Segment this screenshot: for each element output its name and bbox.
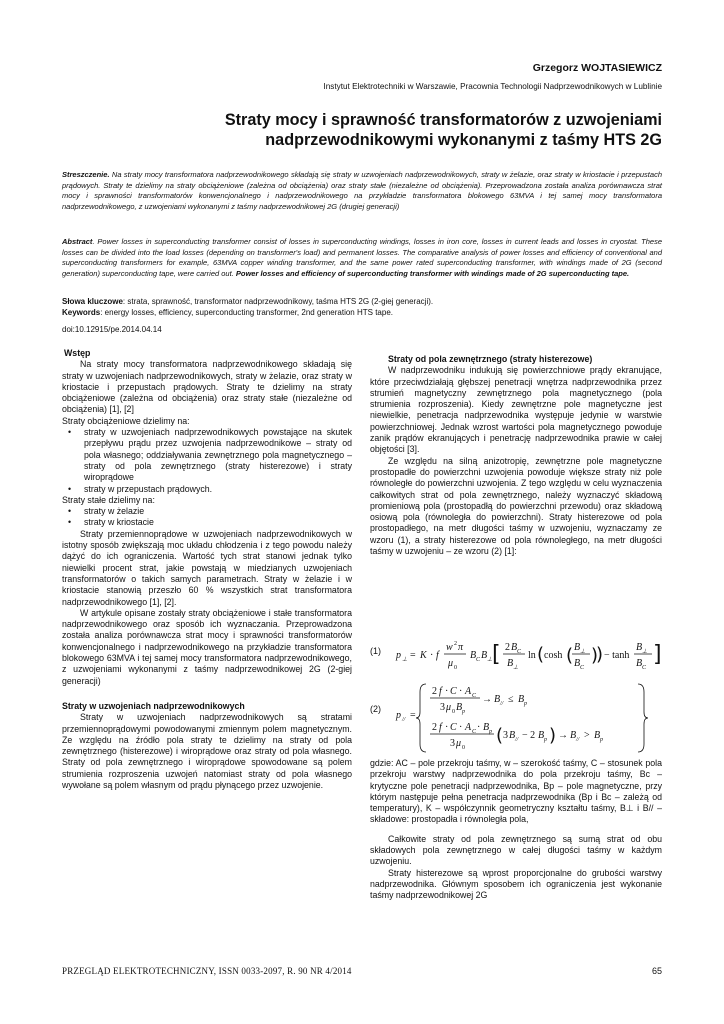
svg-text:A: A	[465, 686, 472, 697]
svg-text:μ: μ	[448, 658, 454, 669]
svg-text:B: B	[636, 658, 643, 669]
svg-text:C: C	[472, 693, 477, 699]
svg-text:=: =	[410, 650, 416, 661]
svg-text:μ: μ	[446, 702, 452, 713]
svg-text:0: 0	[454, 665, 457, 671]
keywords-en	[62, 307, 662, 318]
paragraph: Straty w uzwojeniach nadprzewodnikowych są stratami przemiennoprądowymi powodowanymi zmiennym polem magnetycznym. Ze względu na źródło pola straty te dzielimy na straty od pola zewnętrznego (histerezowe) i wiroprądowe oraz straty od pola własnego. Straty od pola zewnętrznego i wiroprądowe spowodowane są polem strumienia rozproszenia uzwojeń natomiast straty od pola własnego wywołane są polem własnym od prądu płynącego przez uzwojenie.	[62, 712, 352, 790]
list-item: • straty w uzwojeniach nadprzewodnikowych powstające na skutek przepływu prądu przez uzwojenia nadprzewodnikowe – straty od pola własnego; oddziaływania zewnętrznego pola magnetycznego – straty od pola zewnętrznego (straty histerezowe) i straty wiroprądowe	[84, 427, 352, 483]
svg-text:B: B	[594, 730, 601, 741]
svg-text:→: →	[482, 694, 492, 705]
title-line-1: Straty mocy i sprawność transformatorów z uzwojeniami	[224, 111, 662, 129]
svg-text:2: 2	[505, 642, 510, 653]
svg-text:⊥: ⊥	[642, 649, 648, 655]
svg-text:B: B	[574, 658, 581, 669]
svg-text:B: B	[538, 730, 545, 741]
right-column	[370, 354, 662, 557]
svg-text:− tanh: − tanh	[604, 650, 630, 661]
svg-text:=: =	[410, 710, 416, 721]
svg-text:p: p	[396, 650, 401, 661]
equation-1	[370, 634, 662, 678]
svg-text:C: C	[642, 665, 647, 671]
paragraph: Całkowite straty od pola zewnętrznego są sumą strat od obu składowych pola zewnętrznego w całej długości taśmy w każdym uzwojeniu.	[370, 833, 662, 867]
paper-title	[62, 110, 662, 150]
svg-text:f: f	[439, 686, 442, 697]
abstract-text: . Power losses in superconducting transformer consist of losses in superconducting windings, losses in iron core, losses in current leads and losses in cryostat. These losses can be divided into the load losses (depending on transformer's load) and permanent losses. The comparative analysis of power losses and efficiency of conventional and superconducting transformers for example, 63MVA copper winding transformer, and the same power rated superconducting transformer, with windings made of 2G (second generation) superconducting tape, were carried out.	[62, 237, 662, 278]
svg-text:B: B	[518, 694, 525, 705]
svg-text:B: B	[511, 642, 518, 653]
svg-text://: //	[515, 737, 519, 743]
footer-page-number: 65	[651, 966, 662, 976]
svg-text:ln: ln	[528, 650, 536, 661]
svg-text:p: p	[489, 729, 492, 735]
svg-text:2: 2	[454, 641, 457, 647]
svg-text:): )	[591, 645, 599, 666]
streszczenie-text: Na straty mocy transformatora nadprzewodnikowego składają się straty w uzwojeniach nadprzewodnikowych, straty w żelazie, oraz straty w kriostacie i przepustach prądowych. Straty te dzielimy na straty obciążeniowe (zależna od obciążenia) oraz straty stałe (niezależne od obciążenia). Przeprowadzona została analiza porównawcza strat mocy i sprawności transformatorów konwencjonalnego i nadprzewodnikowego na przykładzie transformatora blokowego 63MVA i tej samej mocy transformatora nadprzewodnikowego, z uzwojeniami wykonanymi z taśmy nadprzewodnikowej 2G (drugiej generacji)	[62, 170, 662, 211]
svg-text:− 2: − 2	[522, 730, 536, 741]
svg-text:B: B	[574, 642, 581, 653]
list-item: • straty w żelazie	[84, 506, 352, 517]
svg-text://: //	[500, 701, 504, 707]
left-column	[62, 348, 352, 791]
abstract	[62, 237, 662, 279]
paragraph: Straty przemiennoprądowe w uzwojeniach nadprzewodnikowych w istotny sposób zwiększają moc układu chłodzenia i z tego powodu należy dążyć do ich ograniczenia. Wartość tych strat stanowi jednak tylko niewielki procent strat, jakie powstają w miedzianych uzwojeniach transformatorów o takich samych parametrach. Straty w żelazie i w kriostacie stanowią przeszło 60 % wszystkich strat transformatora nadprzewodnikowego [1], [2].	[62, 528, 352, 607]
svg-text:B: B	[456, 702, 463, 713]
svg-text:C: C	[472, 729, 477, 735]
paragraph: Straty histerezowe są wprost proporcjonalne do grubości warstwy nadprzewodnika. Głównym sposobem ich ograniczenia jest wykonanie taśmy nadprzewodnikowej 2G	[370, 867, 662, 901]
svg-text:⊥: ⊥	[402, 657, 408, 663]
paragraph: Na straty mocy transformatora nadprzewodnikowego składają się straty w uzwojeniach nadprzewodnikowych, straty w żelazie, oraz straty w kriostacie i przepustach prądowych. Straty te dzielimy na straty obciążeniowe (zależna od obciążenia) oraz straty stałe (niezależne od obciążenia) [1], [2]	[62, 359, 352, 415]
svg-text:p: p	[600, 737, 603, 743]
list-item: • straty w kriostacie	[84, 517, 352, 528]
keywords-en-label: Keywords	[62, 308, 101, 317]
svg-text:B: B	[507, 658, 514, 669]
svg-text:B: B	[483, 722, 490, 733]
keywords-pl	[62, 296, 662, 307]
svg-text:B: B	[481, 650, 488, 661]
bullet-list	[62, 506, 352, 529]
svg-text:3: 3	[450, 738, 455, 749]
keywords-en-text: : energy losses, efficiency, superconducting transformer, 2nd generation HTS tape.	[100, 308, 393, 317]
svg-text:·: ·	[445, 686, 449, 697]
footer-journal: PRZEGLĄD ELEKTROTECHNICZNY, ISSN 0033-2097, R. 90 NR 4/2014	[62, 966, 352, 976]
paragraph: gdzie: AC – pole przekroju taśmy, w – szerokość taśmy, C – stosunek pola przekroju warstwy nadprzewodnika do pola przekroju taśmy, Bc – krytyczne pole penetracji nadprzewodnika, Bp – pole magnetyczne, przy którym następuje pełna penetracja nadprzewodnika (Bp i Bc – zależą od temperatury), K – współczynnik geometryczny kształtu taśmy, B⊥ i B// – składowe: prostopadła i równoległa pola,	[370, 758, 662, 825]
svg-text:3: 3	[440, 702, 445, 713]
svg-text:0: 0	[452, 709, 455, 715]
streszczenie-lead: Streszczenie.	[62, 170, 110, 179]
keywords-pl-text: : strata, sprawność, transformator nadprzewodnikowy, taśma HTS 2G (2-giej generacji).	[122, 297, 434, 306]
svg-text:B: B	[509, 730, 516, 741]
right-column-continued	[370, 758, 662, 902]
svg-text:C: C	[476, 657, 481, 663]
svg-text:→: →	[558, 730, 568, 741]
equation-2-formula	[370, 680, 662, 756]
svg-text:C: C	[517, 649, 522, 655]
svg-text:): )	[549, 725, 557, 746]
svg-text:[: [	[492, 642, 501, 667]
svg-text:⊥: ⊥	[580, 649, 586, 655]
svg-text:0: 0	[462, 745, 465, 751]
list-item: • straty w przepustach prądowych.	[84, 484, 352, 495]
equation-1-formula	[370, 634, 662, 678]
svg-text:·: ·	[430, 650, 434, 661]
svg-text://: //	[402, 717, 406, 723]
title-line-2: nadprzewodnikowymi wykonanymi z taśmy HTS 2G	[265, 131, 662, 149]
paragraph: W artykule opisane zostały straty obciążeniowe i stałe transformatora nadprzewodnikowego oraz sposób ich wyznaczania. Przeprowadzona została analiza porównawcza strat mocy i sprawności transformatorów konwencjonalnego i nadprzewodnikowego na przykładzie transformatora blokowego 63MVA i tej samej mocy transformatora nadprzewodnikowego, z uzwojeniami wykonanymi z taśmy nadprzewodnikowej 2G (2-giej generacji)	[62, 607, 352, 686]
svg-text:C: C	[450, 686, 457, 697]
svg-text:w: w	[446, 642, 453, 653]
svg-text:3: 3	[503, 730, 508, 741]
svg-text:C: C	[450, 722, 457, 733]
svg-text:B: B	[636, 642, 643, 653]
svg-text:f: f	[436, 650, 439, 661]
svg-text:C: C	[580, 665, 585, 671]
paragraph: Straty stałe dzielimy na:	[62, 494, 155, 505]
svg-text:B: B	[570, 730, 577, 741]
heading-wstep: Wstęp	[64, 348, 91, 358]
streszczenie	[62, 170, 662, 212]
svg-text:A: A	[465, 722, 472, 733]
svg-text:B: B	[470, 650, 477, 661]
svg-text:⊥: ⊥	[513, 665, 519, 671]
heading-pole-zewnetrzne: Straty od pola zewnętrznego (straty histerezowe)	[388, 354, 593, 364]
author-affiliation: Instytut Elektrotechniki w Warszawie, Pracownia Technologii Nadprzewodnikowych w Lublinie	[323, 82, 662, 91]
equation-1-label: (1)	[370, 646, 381, 656]
svg-text:]: ]	[653, 642, 662, 667]
equation-2	[370, 680, 662, 756]
svg-text:K: K	[420, 650, 427, 661]
svg-text:): )	[596, 644, 604, 665]
abstract-lead: Abstract	[62, 237, 93, 246]
svg-text:⊥: ⊥	[487, 657, 493, 663]
svg-text:p: p	[544, 737, 547, 743]
doi: doi:10.12915/pe.2014.04.14	[62, 325, 162, 334]
equation-2-label: (2)	[370, 704, 381, 714]
paragraph: Straty obciążeniowe dzielimy na:	[62, 415, 190, 426]
abstract-bold-tail: Power losses and efficiency of superconducting transformer with windings made of 2G superconducting tape.	[235, 268, 630, 278]
svg-text:≤: ≤	[508, 694, 514, 705]
paragraph: W nadprzewodniku indukują się powierzchniowe prądy ekranujące, które przeciwdziałają głębszej penetracji wnętrza nadprzewodnika przez strumień magnetyczny zewnętrznego pola magnetycznego (pola strumienia rozproszenia). Kiedy zewnętrzne pole magnetyczne jest niewielkie, penetracja nadprzewodnika występuje jedynie w warstwie powierzchniowej. Jednak wzrost wartości pola magnetycznego powoduje zanik prądów ekranujących i penetrację nadprzewodnika prawie w całej objętości [3].	[370, 365, 662, 455]
svg-text:>: >	[584, 730, 590, 741]
svg-text:π: π	[458, 642, 464, 653]
svg-text:·: ·	[445, 722, 449, 733]
svg-text:·: ·	[477, 722, 481, 733]
svg-text:(: (	[496, 725, 504, 746]
svg-text:μ: μ	[456, 738, 462, 749]
heading-straty-uzwojenia: Straty w uzwojeniach nadprzewodnikowych	[62, 700, 245, 711]
svg-text://: //	[576, 737, 580, 743]
svg-text:(: (	[566, 645, 574, 666]
svg-text:f: f	[439, 722, 442, 733]
keywords-pl-label: Słowa kluczowe	[62, 297, 123, 306]
svg-text:B: B	[494, 694, 501, 705]
svg-text:·: ·	[459, 722, 463, 733]
bullet-list	[62, 427, 352, 495]
paragraph: Ze względu na silną anizotropię, zewnętrzne pole magnetyczne prostopadłe do powierzchni uzwojenia powoduje większe straty niż pole równoległe do powierzchni uzwojenia. Z tego względu w celu wyznaczenia całkowitych strat od pola zewnętrznego, należy wyznaczyć składową promieniową pola (prostopadłą do powierzchni przewodu) oraz składową osiową pola (równoległa do powierzchni). Straty histerezowe od pola prostopadłego, na metr długości taśmy w uzwojeniu, wyznaczamy ze wzoru (1), a straty histerezowe od pola równoległego, na metr długości taśmy w uzwojeniu – ze wzoru (2) [1]:	[370, 455, 662, 557]
svg-text:(: (	[537, 644, 545, 665]
svg-text:·: ·	[459, 686, 463, 697]
svg-text:2: 2	[432, 686, 437, 697]
svg-text:p: p	[462, 709, 465, 715]
svg-text:p: p	[524, 701, 527, 707]
svg-text:cosh: cosh	[544, 650, 563, 661]
author-name: Grzegorz WOJTASIEWICZ	[532, 62, 662, 74]
svg-text:p: p	[396, 710, 401, 721]
svg-text:2: 2	[432, 722, 437, 733]
